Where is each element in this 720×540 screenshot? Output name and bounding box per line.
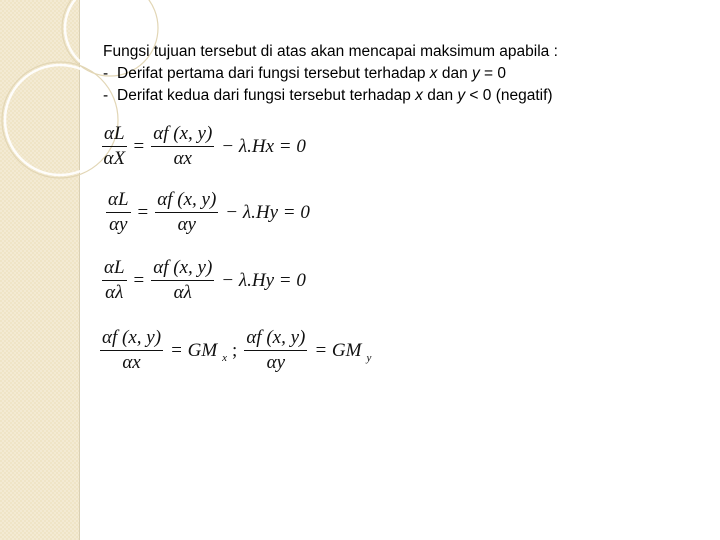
equals-sign: = (133, 135, 145, 157)
equation-1 (100, 124, 311, 169)
equals-sign: = (137, 201, 149, 223)
fraction: $\frac{\alpha f (x, y)}{\alpha y}$ (157, 189, 217, 235)
line2-text-c: = 0 (479, 65, 507, 82)
intro-line-2 (103, 63, 558, 85)
bullet-dash: - (103, 87, 109, 104)
fraction: $\frac{\alpha f (x, y)}{\alpha x}$ (102, 327, 162, 373)
fraction: $\frac{\alpha L}{\alpha\lambda}$ (104, 257, 125, 303)
line2-text-b: dan (437, 65, 472, 82)
subscript-y: y (366, 351, 372, 364)
equation-remainder: − λ.Hx = 0 (221, 135, 306, 157)
line2-text-a: Derifat pertama dari fungsi tersebut terhadap (117, 65, 430, 82)
line3-text-a: Derifat kedua dari fungsi tersebut terhadap (117, 87, 416, 104)
fraction: $\frac{\alpha f (x, y)}{\alpha x}$ (153, 123, 213, 169)
separator: ; (232, 339, 238, 361)
equation-remainder: − λ.Hy = 0 (221, 269, 306, 291)
intro-text (103, 41, 558, 107)
equation-2 (104, 190, 315, 235)
bullet-dash: - (103, 65, 109, 82)
intro-line-1: Fungsi tujuan tersebut di atas akan mencapai maksimum apabila : (103, 43, 558, 60)
line2-var-y: y (472, 65, 480, 82)
fraction: $\frac{\alpha f (x, y)}{\alpha\lambda}$ (153, 257, 213, 303)
equation-remainder: − λ.Hy = 0 (225, 201, 310, 223)
fraction: $\frac{\alpha f (x, y)}{\alpha y}$ (246, 327, 306, 373)
gm-y: = GM (314, 339, 362, 361)
equation-4 (98, 328, 371, 373)
equals-sign: = (133, 269, 145, 291)
line3-text-b: dan (422, 87, 458, 104)
subscript-x: x (222, 351, 228, 364)
equation-3 (100, 258, 311, 303)
fraction: $\frac{\alpha L}{\alpha y}$ (108, 189, 129, 235)
line3-text-c: < 0 (negatif) (465, 87, 553, 104)
line3-var-y: y (457, 87, 466, 104)
intro-line-3 (103, 85, 558, 107)
line2-var-x: x (429, 65, 438, 82)
fraction: $\frac{\alpha L}{\alpha X}$ (103, 123, 126, 169)
gm-x: = GM (170, 339, 218, 361)
line3-var-x: x (415, 87, 423, 104)
